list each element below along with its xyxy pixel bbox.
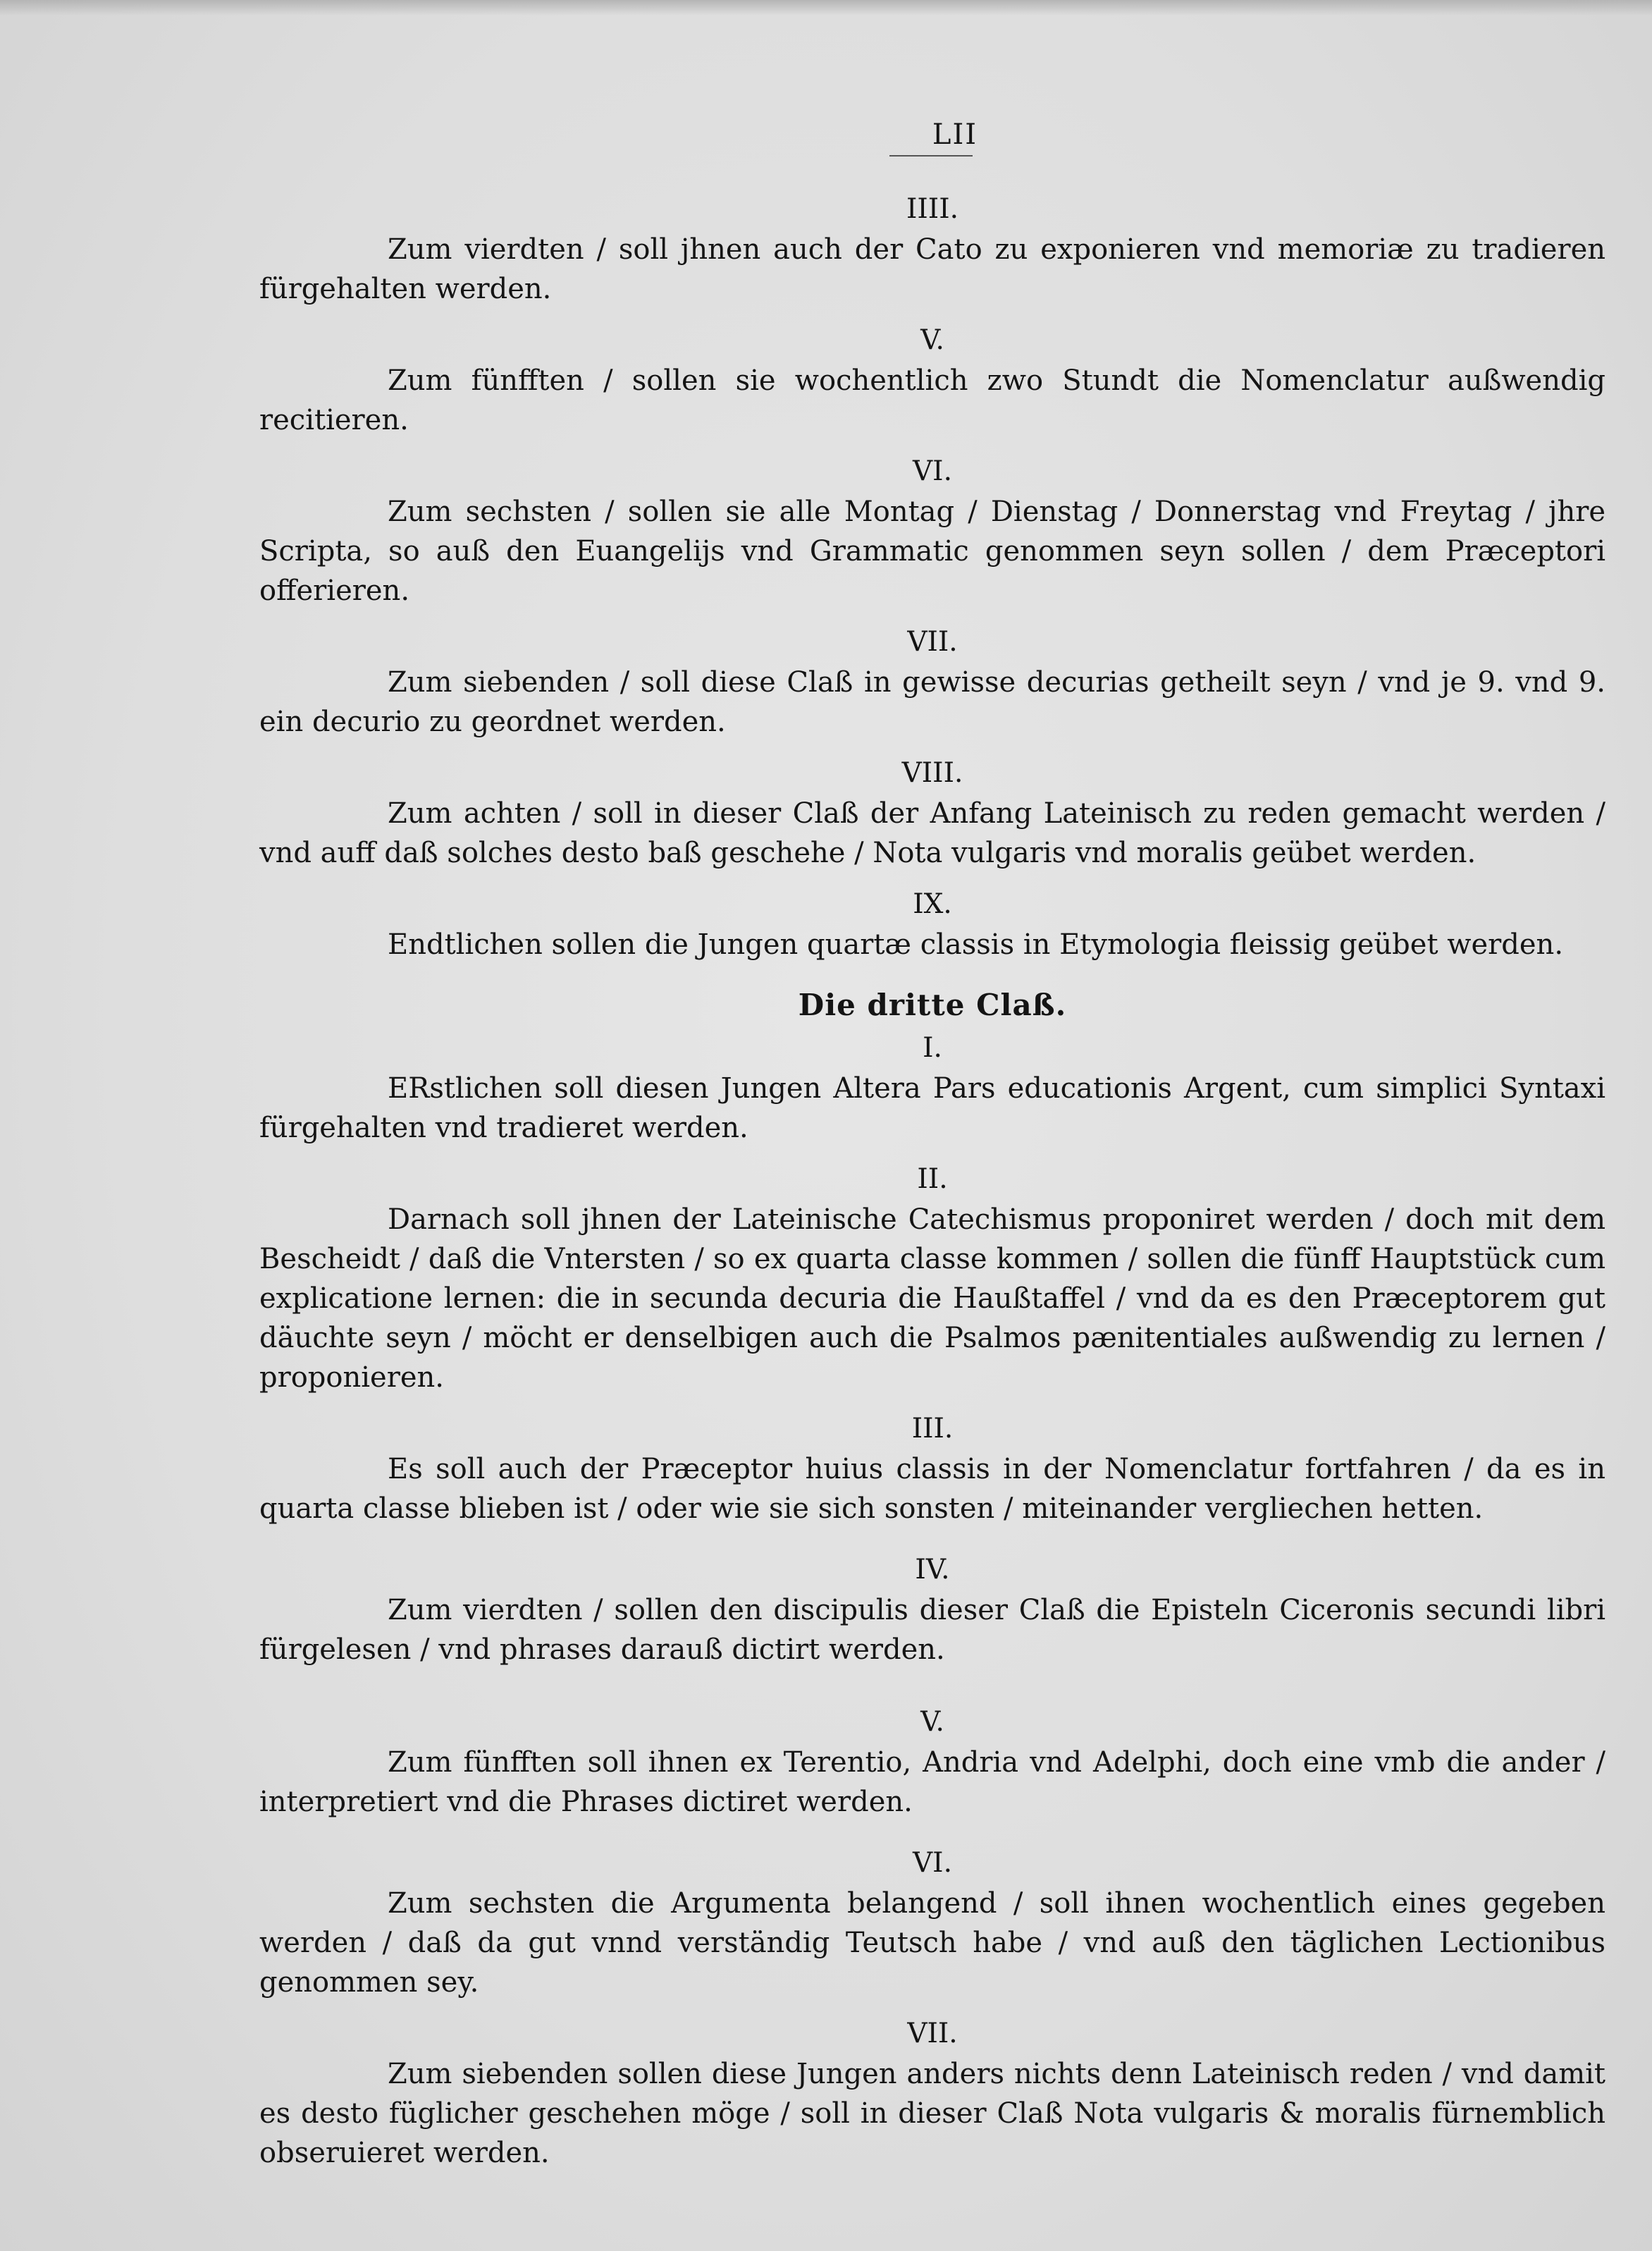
section-9 [259, 884, 1605, 964]
section-text: Zum vierdten / sollen den discipulis dieser Claß die Episteln Ciceronis secundi libri fürgelesen / vnd phrases darauß dictirt werden. [259, 1594, 1605, 1666]
section-text: Zum sechsten die Argumenta belangend / soll ihnen wochentlich eines gegeben werden / daß da gut vnnd verständig Teutsch habe / vnd auß den täglichen Lectionibus genommen sey. [259, 1887, 1605, 1999]
section-numeral: VII. [907, 626, 958, 658]
section-text: Zum fünfften / sollen sie wochentlich zwo Stundt die Nomenclatur außwendig recitieren. [259, 364, 1605, 436]
section-numeral: VI. [913, 455, 952, 487]
class3-section-5 [259, 1702, 1605, 1822]
section-text: Zum sechsten / sollen sie alle Montag / Dienstag / Donnerstag vnd Freytag / jhre Scripta, so auß den Euangelijs vnd Grammatic genommen seyn sollen / dem Præceptori offerieren. [259, 496, 1605, 607]
page-top-edge-shadow [0, 0, 1652, 16]
page-number: LII [932, 118, 978, 151]
section-text: Zum siebenden sollen diese Jungen anders nichts denn Lateinisch reden / vnd damit es desto füglicher geschehen möge / soll in dieser Claß Nota vulgaris & moralis fürnemblich obseruieret werden. [259, 2058, 1605, 2169]
chapter-heading: Die dritte Claß. [798, 988, 1067, 1022]
class3-section-6 [259, 1843, 1605, 2002]
section-text: ERstlichen soll diesen Jungen Altera Pars educationis Argent, cum simplici Syntaxi fürgehalten vnd tradieret werden. [259, 1072, 1605, 1144]
section-numeral: III. [911, 1413, 954, 1445]
section-text: Endtlichen sollen die Jungen quartæ classis in Etymologia fleissig geübet werden. [388, 928, 1564, 961]
class3-section-7 [259, 2013, 1605, 2173]
section-8 [259, 753, 1605, 873]
section-numeral: II. [917, 1163, 948, 1195]
section-text: Zum vierdten / soll jhnen auch der Cato zu exponieren vnd memoriæ zu tradieren fürgehalten werden. [259, 233, 1605, 305]
section-numeral: IV. [915, 1554, 950, 1585]
section-numeral: V. [920, 1706, 944, 1738]
section-text: Darnach soll jhnen der Lateinische Catechismus proponiret werden / doch mit dem Bescheidt / daß die Vntersten / so ex quarta classe kommen / sollen die fünff Hauptstück cum explicatione lernen: die in secunda decuria die Haußtaffel / vnd da es den Præceptorem gut däuchte seyn / möcht er denselbigen auch die Psalmos pænitentiales außwendig zu lernen / proponieren. [259, 1203, 1605, 1394]
class3-section-3 [259, 1409, 1605, 1528]
class3-section-4 [259, 1550, 1605, 1669]
class3-section-1 [259, 1028, 1605, 1148]
section-numeral: VI. [913, 1847, 952, 1879]
section-5 [259, 320, 1605, 440]
section-6 [259, 451, 1605, 611]
section-numeral: VIII. [901, 757, 963, 789]
page-number-rule [889, 155, 973, 157]
page-body [259, 189, 1605, 2173]
section-numeral: IIII. [906, 193, 959, 225]
section-text: Zum fünfften soll ihnen ex Terentio, Andria vnd Adelphi, doch eine vmb die ander / interpretiert vnd die Phrases dictiret werden. [259, 1746, 1605, 1818]
section-text: Zum siebenden / soll diese Claß in gewisse decurias getheilt seyn / vnd je 9. vnd 9. ein decurio zu geordnet werden. [259, 666, 1605, 738]
section-numeral: I. [923, 1032, 942, 1064]
section-4 [259, 189, 1605, 309]
section-text: Es soll auch der Præceptor huius classis in der Nomenclatur fortfahren / da es in quarta classe blieben ist / oder wie sie sich sonsten / miteinander vergliechen hetten. [259, 1453, 1605, 1525]
section-7 [259, 622, 1605, 742]
section-numeral: V. [920, 324, 944, 356]
section-numeral: VII. [907, 2018, 958, 2049]
class3-section-2 [259, 1159, 1605, 1397]
section-numeral: IX. [913, 888, 952, 920]
section-text: Zum achten / soll in dieser Claß der Anfang Lateinisch zu reden gemacht werden / vnd auff daß solches desto baß geschehe / Nota vulgaris vnd moralis geübet werden. [259, 797, 1605, 869]
